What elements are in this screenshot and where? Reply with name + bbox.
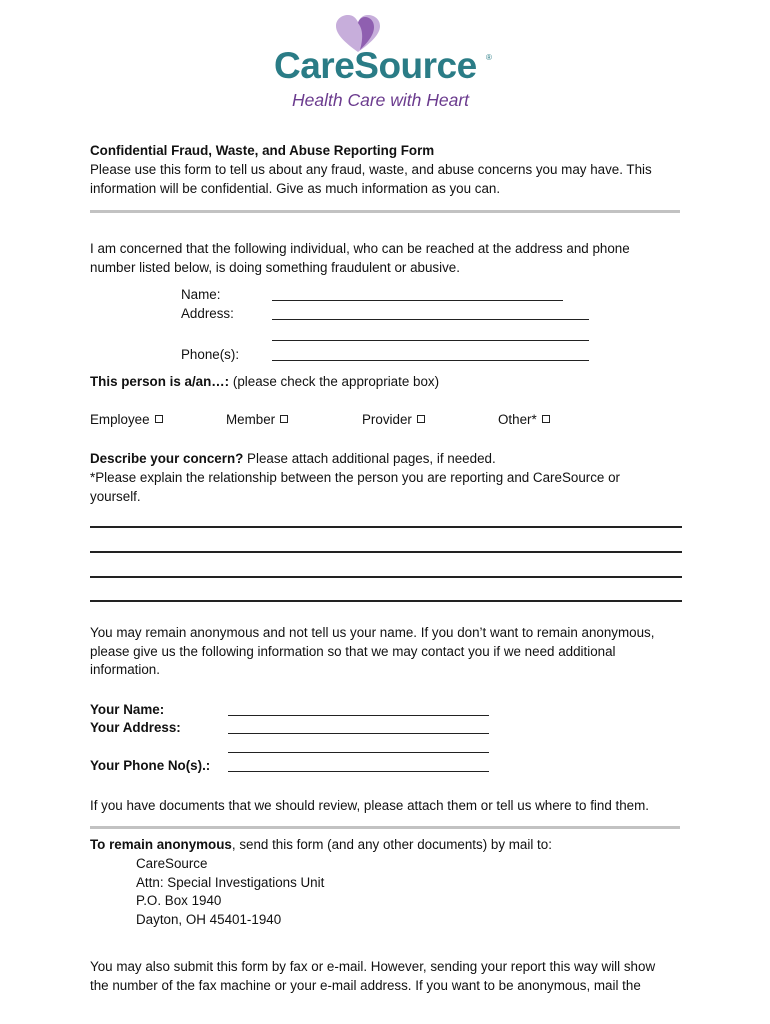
describe-answer-line-2[interactable] — [90, 551, 682, 553]
mail-address-line-3: P.O. Box 1940 — [136, 893, 222, 908]
option-employee-label: Employee — [90, 412, 150, 427]
concern-line-2: number listed below, is doing something fraudulent or abusive. — [90, 260, 460, 275]
your-name-field[interactable] — [228, 703, 489, 716]
concern-line-1: I am concerned that the following individual, who can be reached at the address and phone — [90, 241, 630, 256]
your-address-field-2[interactable] — [228, 740, 489, 753]
option-provider[interactable] — [362, 410, 425, 429]
phone-label: Phone(s): — [181, 347, 240, 362]
checkbox-icon[interactable] — [542, 415, 550, 423]
checkbox-icon[interactable] — [417, 415, 425, 423]
describe-answer-line-1[interactable] — [90, 526, 682, 528]
your-address-label: Your Address: — [90, 720, 181, 735]
address-label: Address: — [181, 306, 234, 321]
describe-prompt — [90, 449, 690, 468]
anonymous-line-2: please give us the following information so that we may contact you if we need additional — [90, 644, 616, 659]
option-employee[interactable] — [90, 410, 163, 429]
fax-line-2: the number of the fax machine or your e-mail address. If you want to be anonymous, mail the — [90, 978, 641, 993]
name-label: Name: — [181, 287, 221, 302]
describe-answer-line-4[interactable] — [90, 600, 682, 602]
documents-text: If you have documents that we should review, please attach them or tell us where to find them. — [90, 798, 649, 813]
describe-prompt-rest: Please attach additional pages, if needed. — [243, 451, 496, 466]
logo-wordmark: CareSource — [274, 45, 477, 86]
form-title: Confidential Fraud, Waste, and Abuse Reporting Form — [90, 143, 435, 158]
option-member-label: Member — [226, 412, 276, 427]
describe-answer-line-3[interactable] — [90, 576, 682, 578]
mail-lead-rest: , send this form (and any other documents) by mail to: — [231, 837, 552, 852]
mail-address-line-2: Attn: Special Investigations Unit — [136, 875, 325, 890]
name-field[interactable] — [272, 288, 563, 301]
logo-tagline: Health Care with Heart — [292, 90, 470, 110]
option-provider-label: Provider — [362, 412, 412, 427]
your-phone-label: Your Phone No(s).: — [90, 758, 211, 773]
your-name-label: Your Name: — [90, 702, 165, 717]
section-divider — [90, 826, 680, 829]
checkbox-icon[interactable] — [280, 415, 288, 423]
describe-note-1: *Please explain the relationship between the person you are reporting and CareSource or — [90, 470, 621, 485]
section-divider — [90, 210, 680, 213]
anonymous-line-1: You may remain anonymous and not tell us your name. If you don’t want to remain anonymous, — [90, 625, 655, 640]
option-member[interactable] — [226, 410, 288, 429]
your-address-field-1[interactable] — [228, 721, 489, 734]
person-type-prompt-rest: (please check the appropriate box) — [229, 374, 440, 389]
anonymous-line-3: information. — [90, 662, 160, 677]
mail-lead — [90, 835, 690, 854]
mail-lead-bold: To remain anonymous — [90, 837, 232, 852]
checkbox-icon[interactable] — [155, 415, 163, 423]
describe-note-2: yourself. — [90, 489, 141, 504]
your-phone-field[interactable] — [228, 759, 489, 772]
describe-prompt-bold: Describe your concern? — [90, 451, 244, 466]
fax-line-1: You may also submit this form by fax or e-mail. However, sending your report this way will show — [90, 959, 656, 974]
mail-address-line-1: CareSource — [136, 856, 208, 871]
person-type-prompt-bold: This person is a/an…: — [90, 374, 230, 389]
intro-line-1: Please use this form to tell us about any fraud, waste, and abuse concerns you may have. This — [90, 162, 652, 177]
person-type-prompt — [90, 372, 690, 391]
caresource-logo — [272, 14, 497, 112]
logo-registered-mark: ® — [486, 53, 492, 62]
phone-field[interactable] — [272, 348, 589, 361]
intro-line-2: information will be confidential. Give as much information as you can. — [90, 181, 501, 196]
option-other[interactable] — [498, 410, 550, 429]
address-field-2[interactable] — [272, 328, 589, 341]
address-field-1[interactable] — [272, 307, 589, 320]
mail-address-line-4: Dayton, OH 45401-1940 — [136, 912, 282, 927]
option-other-label: Other* — [498, 412, 537, 427]
